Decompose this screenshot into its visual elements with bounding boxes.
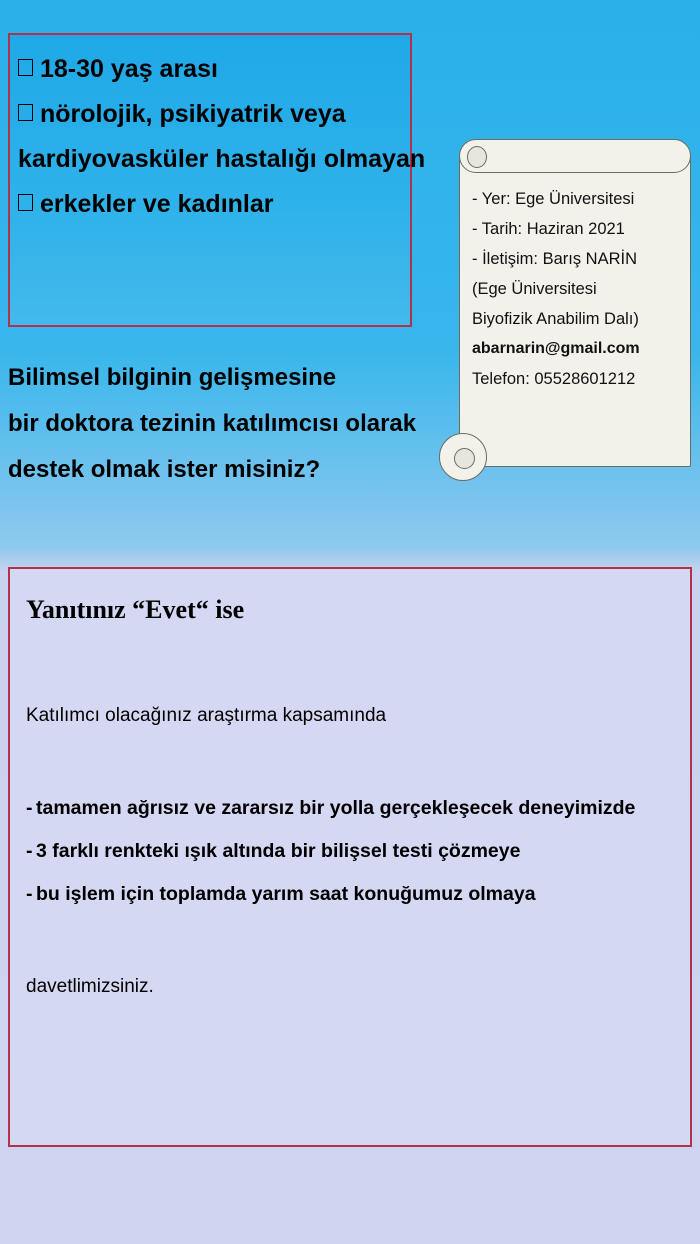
criteria-item-label: nörolojik, psikiyatrik veya [40,100,346,128]
contact-note-paper [459,155,691,467]
dash-bullet-icon: - [26,797,33,819]
note-line-contact: - İletişim: Barış NARİN [472,250,638,268]
square-bullet-icon [18,104,33,121]
answer-list [22,787,678,916]
answer-box [8,567,692,1147]
criteria-item [18,182,400,227]
square-bullet-icon [18,59,33,76]
answer-footer: davetlimizsiniz. [26,976,154,997]
note-line-location: - Yer: Ege Üniversitesi [472,190,635,208]
answer-list-item [26,830,678,873]
note-line-affiliation-1: (Ege Üniversitesi [472,280,597,298]
answer-subtitle: Katılımcı olacağınız araştırma kapsamında [26,705,387,726]
scroll-roll-top-icon [459,139,691,173]
criteria-item-continuation: kardiyovasküler hastalığı olmayan [18,145,426,173]
answer-list-item [26,873,678,916]
answer-list-item-label: bu işlem için toplamda yarım saat konuğumuz olmaya [36,883,536,905]
criteria-item [18,92,400,137]
note-line-date: - Tarih: Haziran 2021 [472,220,625,238]
answer-list-item-label: tamamen ağrısız ve zararsız bir yolla gerçekleşecek deneyimizde [36,797,636,819]
criteria-item-label: 18-30 yaş arası [40,55,218,83]
answer-heading: Yanıtınız “Evet“ ise [26,595,245,624]
answer-list-item-label: 3 farklı renkteki ışık altında bir bilişsel testi çözmeye [36,840,521,862]
answer-list-item [26,787,678,830]
question-line: destek olmak ister misiniz? [8,456,321,483]
criteria-box [8,33,426,327]
dash-bullet-icon: - [26,883,33,905]
note-email[interactable]: abarnarin@gmail.com [472,340,640,357]
dash-bullet-icon: - [26,840,33,862]
scroll-roll-bottom-icon [439,433,487,481]
contact-note-scroll [437,133,692,491]
square-bullet-icon [18,194,33,211]
note-line-affiliation-2: Biyofizik Anabilim Dalı) [472,310,639,328]
question-line: bir doktora tezinin katılımcısı olarak [8,410,417,437]
question-line: Bilimsel bilginin gelişmesine [8,364,337,391]
note-phone: Telefon: 05528601212 [472,370,636,388]
criteria-item [18,47,400,92]
question-block [8,355,438,493]
criteria-item-label: erkekler ve kadınlar [40,190,274,218]
